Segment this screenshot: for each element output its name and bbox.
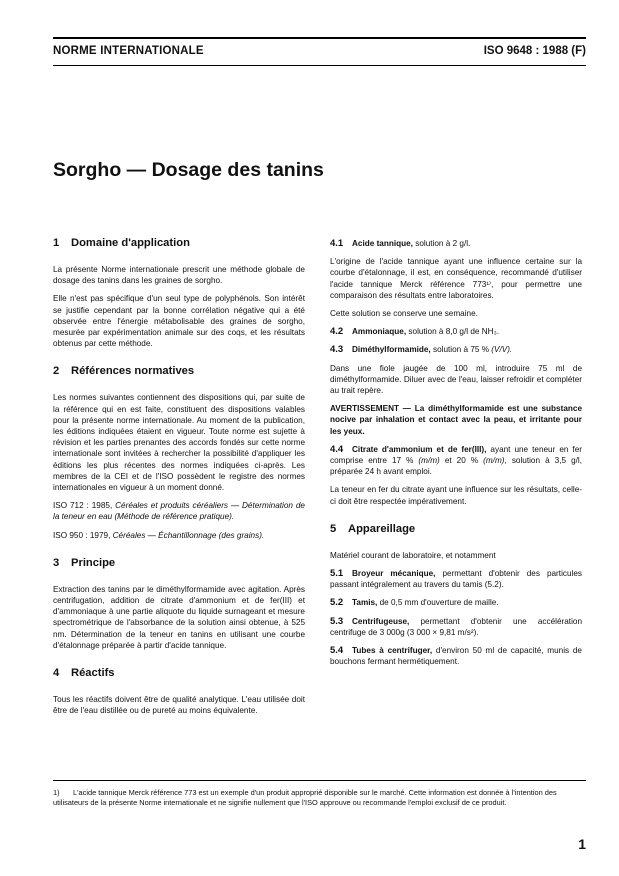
section-3-heading xyxy=(53,558,305,572)
reagent-name: Citrate d'ammonium et de fer(III), xyxy=(352,444,487,454)
section-number: 4 xyxy=(53,667,60,680)
reference-title: Céréales et produits céréaliers — Détermination de la teneur en eau (Méthode de référence pratique). xyxy=(53,501,305,522)
apparatus-name: Broyeur mécanique, xyxy=(352,569,436,579)
paragraph: Les normes suivantes contiennent des dispositions qui, par suite de la référence qui en est faite, constituent des dispositions valables pour la présente norme internationale. Au moment de la publication, les éditions indiquées étaient en vigueur. Toute norme est sujette à révision et les parties prenantes des accords fondés sur cette norme internationale sont invitées à rechercher la possibilité d'appliquer les éditions les plus récentes des normes indiquées ci-après. Les membres de la CEI et de l'ISO possèdent le registre des normes internationales en vigueur à un moment donné. xyxy=(53,393,305,493)
reagent-spec: et 20 % xyxy=(439,456,484,466)
apparatus-spec: permettant d'obtenir une accélération centrifuge de 3 000g (3 000 × 9,81 m/s²). xyxy=(330,616,582,637)
left-column xyxy=(53,238,305,723)
section-title: Références normatives xyxy=(71,365,195,378)
paragraph: Matériel courant de laboratoire, et notamment xyxy=(330,550,496,560)
section-number: 1 xyxy=(53,237,60,249)
subclause-4-2 xyxy=(330,326,582,337)
unit-notation: (V/V). xyxy=(491,345,513,355)
paragraph: La teneur en fer du citrate ayant une influence sur les résultats, celle-ci doit être respectée impérativement. xyxy=(330,485,582,506)
apparatus-spec: de 0,5 mm d'ouverture de maille. xyxy=(377,598,499,608)
reagent-spec: ayant une teneur en fer comprise entre 17 % xyxy=(330,444,582,466)
section-number: 5 xyxy=(330,522,337,535)
reference-code: ISO 950 : 1979, xyxy=(53,530,113,540)
paragraph: La présente Norme internationale prescrit une méthode globale de dosage des tanins dans les graines de sorgho. xyxy=(53,265,305,286)
section-4-heading xyxy=(53,668,305,682)
section-5-heading xyxy=(330,524,582,538)
document-title: Sorgho — Dosage des tanins xyxy=(53,159,324,181)
page-number: 1 xyxy=(578,836,586,852)
subclause-4-3 xyxy=(330,344,582,355)
reference-title: Céréales — Échantillonnage (des grains). xyxy=(112,530,265,540)
paragraph: Cette solution se conserve une semaine. xyxy=(330,309,478,319)
subclause-number: 5.2 xyxy=(330,597,344,609)
reagent-name: Diméthylformamide, xyxy=(352,345,431,355)
footnote xyxy=(53,788,586,808)
section-2-heading xyxy=(53,366,305,380)
apparatus-name: Tamis, xyxy=(352,598,378,608)
subclause-number: 4.4 xyxy=(330,443,344,455)
apparatus-spec: permettant d'obtenir des particules passant intégralement au travers du tamis (5.2). xyxy=(330,569,582,590)
normative-reference xyxy=(53,530,305,541)
subclause-5-1 xyxy=(330,568,582,590)
reagent-spec: solution à 75 % xyxy=(430,345,492,355)
section-title: Domaine d'application xyxy=(71,237,190,249)
apparatus-name: Centrifugeuse, xyxy=(352,616,410,626)
section-title: Appareillage xyxy=(348,522,416,535)
footnote-text: L'acide tannique Merck référence 773 est un exemple d'un produit approprié disponible sur le marché. Cette information est donnée à l'intention des utilisateurs de la présente Norme internationale et ne signifie nullement que l'ISO approuve ou recommande l'emploi exclusif de ce produit. xyxy=(53,788,557,807)
apparatus-spec: d'environ 50 ml de capacité, munis de bouchons fermant hermétiquement. xyxy=(330,646,582,667)
right-column xyxy=(330,238,582,674)
section-title: Principe xyxy=(71,556,116,569)
normative-reference xyxy=(53,500,305,522)
header-bottom-rule xyxy=(53,65,586,66)
reagent-spec: solution à 2 g/l. xyxy=(412,239,471,248)
subclause-5-2 xyxy=(330,597,582,608)
header-standard-number: ISO 9648 : 1988 (F) xyxy=(483,45,586,57)
subclause-number: 4.1 xyxy=(330,238,344,249)
paragraph: Tous les réactifs doivent être de qualité analytique. L'eau utilisée doit être de l'eau distillée ou de pureté au moins équivalente. xyxy=(53,695,305,716)
header-top-rule xyxy=(53,37,586,39)
subclause-number: 4.2 xyxy=(330,326,344,338)
reference-code: ISO 712 : 1985, xyxy=(53,501,116,511)
apparatus-name: Tubes à centrifuger, xyxy=(352,646,433,656)
section-number: 2 xyxy=(53,365,60,378)
reagent-spec: solution à 8,0 g/l de NH₃. xyxy=(406,327,500,337)
section-1-heading xyxy=(53,238,305,252)
reagent-name: Ammoniaque, xyxy=(352,327,407,337)
subclause-5-3 xyxy=(330,616,582,638)
subclause-number: 4.3 xyxy=(330,344,344,356)
subclause-5-4 xyxy=(330,645,582,667)
paragraph: L'origine de l'acide tannique ayant une influence certaine sur la courbe d'étalonnage, il est, en conséquence, recommandé d'utiliser l'acide tannique Merck référence 773¹⁾, pour permettre une comparaison des résultats entre laboratoires. xyxy=(330,257,582,300)
unit-notation: (m/m) xyxy=(483,456,505,466)
subclause-number: 5.1 xyxy=(330,568,344,580)
paragraph: Extraction des tanins par le diméthylformamide avec agitation. Après centrifugation, addition de citrate d'ammonium et de fer(III) et d'ammoniaque à une partie aliquote du liquide surnageant et mesure spectrométrique de l'absorbance de la solution ainsi obtenue, à 525 nm. Détermination de la teneur en tanins en utilisant une courbe d'étalonnage préparée à partir d'acide tannique. xyxy=(53,584,305,650)
warning-notice: AVERTISSEMENT — La diméthylformamide est une substance nocive par inhalation et contact avec la peau, et irritante pour les yeux. xyxy=(330,404,582,436)
section-title: Réactifs xyxy=(71,667,115,680)
subclause-number: 5.3 xyxy=(330,615,344,627)
subclause-number: 5.4 xyxy=(330,645,344,657)
reagent-name: Acide tannique, xyxy=(352,239,413,248)
footnote-rule xyxy=(53,780,586,781)
reagent-spec: , solution à 3,5 g/l, préparée 24 h avant emploi. xyxy=(330,456,582,477)
subclause-4-4 xyxy=(330,444,582,478)
footnote-mark: 1) xyxy=(53,788,60,797)
subclause-4-1 xyxy=(330,238,582,249)
section-number: 3 xyxy=(53,556,60,569)
paragraph: Elle n'est pas spécifique d'un seul type de polyphénols. Son intérêt se justifie cependant par la bonne corrélation négative qui a été observée entre l'énergie métabolisable des graines de sorgho, mesurée par expérimentation animale sur des coqs, et les résultats obtenus par cette méthode. xyxy=(53,294,305,349)
header-standard-type: NORME INTERNATIONALE xyxy=(53,45,204,57)
unit-notation: (m/m) xyxy=(418,456,440,466)
paragraph: Dans une fiole jaugée de 100 ml, introduire 75 ml de diméthylformamide. Diluer avec de l'eau, laisser refroidir et compléter au trait repère. xyxy=(330,363,582,396)
